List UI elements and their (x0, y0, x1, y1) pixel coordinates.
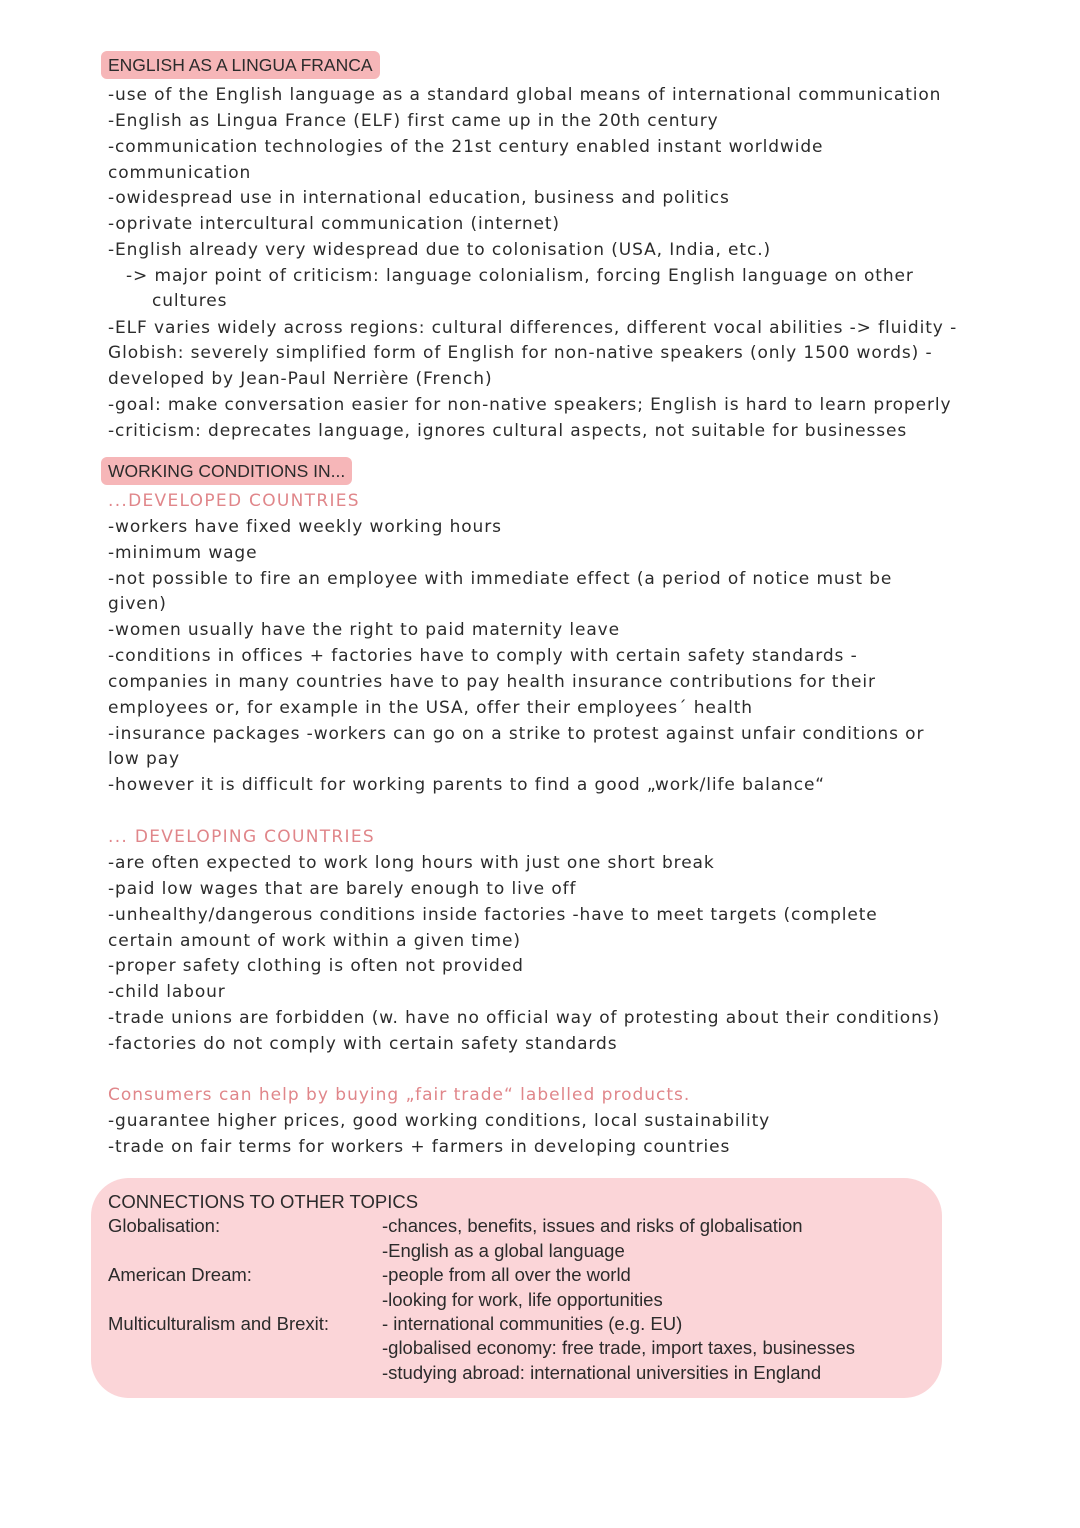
elf-line: -oprivate intercultural communication (internet) (108, 214, 560, 234)
elf-line: -English as Lingua France (ELF) first came up in the 20th century (108, 111, 719, 131)
developed-line: -however it is difficult for working parents to find a good „work/life balance“ (108, 775, 826, 795)
topic-item: -looking for work, life opportunities (382, 1289, 663, 1310)
developed-line: -not possible to fire an employee with immediate effect (a period of notice must be (108, 569, 893, 589)
elf-line: -use of the English language as a standard global means of international communication (108, 85, 942, 105)
elf-line: -owidespread use in international education, business and politics (108, 188, 730, 208)
elf-line: -criticism: deprecates language, ignores cultural aspects, not suitable for businesses (108, 421, 908, 441)
elf-line: -ELF varies widely across regions: cultural differences, different vocal abilities -> fluidity - (108, 318, 958, 338)
developed-line: low pay (108, 749, 181, 769)
elf-line: developed by Jean-Paul Nerrière (French) (108, 369, 493, 389)
developed-subheading: ...DEVELOPED COUNTRIES (108, 491, 360, 511)
topic-item: - international communities (e.g. EU) (382, 1313, 683, 1334)
connections-heading: CONNECTIONS TO OTHER TOPICS (108, 1191, 419, 1212)
developed-line: -women usually have the right to paid maternity leave (108, 620, 620, 640)
elf-line-criticism: -> major point of criticism: language colonialism, forcing English language on other (126, 266, 914, 286)
elf-line: Globish: severely simplified form of English for non-native speakers (only 1500 words) - (108, 343, 933, 363)
topic-label-american-dream: American Dream: (108, 1264, 252, 1285)
developing-line: -trade unions are forbidden (w. have no official way of protesting about their conditions) (108, 1008, 941, 1028)
developed-line: -minimum wage (108, 543, 258, 563)
topic-item: -English as a global language (382, 1240, 625, 1261)
developing-line: certain amount of work within a given time) (108, 931, 521, 951)
topic-item: -people from all over the world (382, 1264, 631, 1285)
elf-line: cultures (152, 291, 228, 311)
fairtrade-subheading: Consumers can help by buying „fair trade“ labelled products. (108, 1085, 691, 1105)
developing-line: -paid low wages that are barely enough to live off (108, 879, 577, 899)
developing-line: -proper safety clothing is often not provided (108, 956, 524, 976)
developing-line: -unhealthy/dangerous conditions inside factories -have to meet targets (complete (108, 905, 878, 925)
topic-label-multiculturalism: Multiculturalism and Brexit: (108, 1313, 330, 1334)
elf-line: -communication technologies of the 21st century enabled instant worldwide (108, 137, 824, 157)
elf-line: -English already very widespread due to colonisation (USA, India, etc.) (108, 240, 772, 260)
developed-line: -insurance packages -workers can go on a strike to protest against unfair conditions or (108, 724, 925, 744)
topic-item: -globalised economy: free trade, import taxes, businesses (382, 1337, 856, 1358)
developing-subheading: ... DEVELOPING COUNTRIES (108, 827, 375, 847)
elf-heading: ENGLISH AS A LINGUA FRANCA (101, 51, 380, 79)
topic-item: -studying abroad: international universities in England (382, 1362, 822, 1383)
topic-item: -chances, benefits, issues and risks of globalisation (382, 1215, 803, 1236)
developed-line: given) (108, 594, 167, 614)
fairtrade-line: -guarantee higher prices, good working conditions, local sustainability (108, 1111, 771, 1131)
developed-line: -workers have fixed weekly working hours (108, 517, 502, 537)
developing-line: -child labour (108, 982, 226, 1002)
topic-label-globalisation: Globalisation: (108, 1215, 221, 1236)
developed-line: companies in many countries have to pay health insurance contributions for their (108, 672, 876, 692)
developed-line: employees or, for example in the USA, offer their employees´ health (108, 698, 753, 718)
fairtrade-line: -trade on fair terms for workers + farmers in developing countries (108, 1137, 731, 1157)
developing-line: -are often expected to work long hours with just one short break (108, 853, 715, 873)
developed-line: -conditions in offices + factories have to comply with certain safety standards - (108, 646, 858, 666)
working-heading: WORKING CONDITIONS IN... (101, 457, 352, 485)
elf-line: -goal: make conversation easier for non-native speakers; English is hard to learn properly (108, 395, 952, 415)
developing-line: -factories do not comply with certain safety standards (108, 1034, 618, 1054)
elf-line: communication (108, 163, 252, 183)
